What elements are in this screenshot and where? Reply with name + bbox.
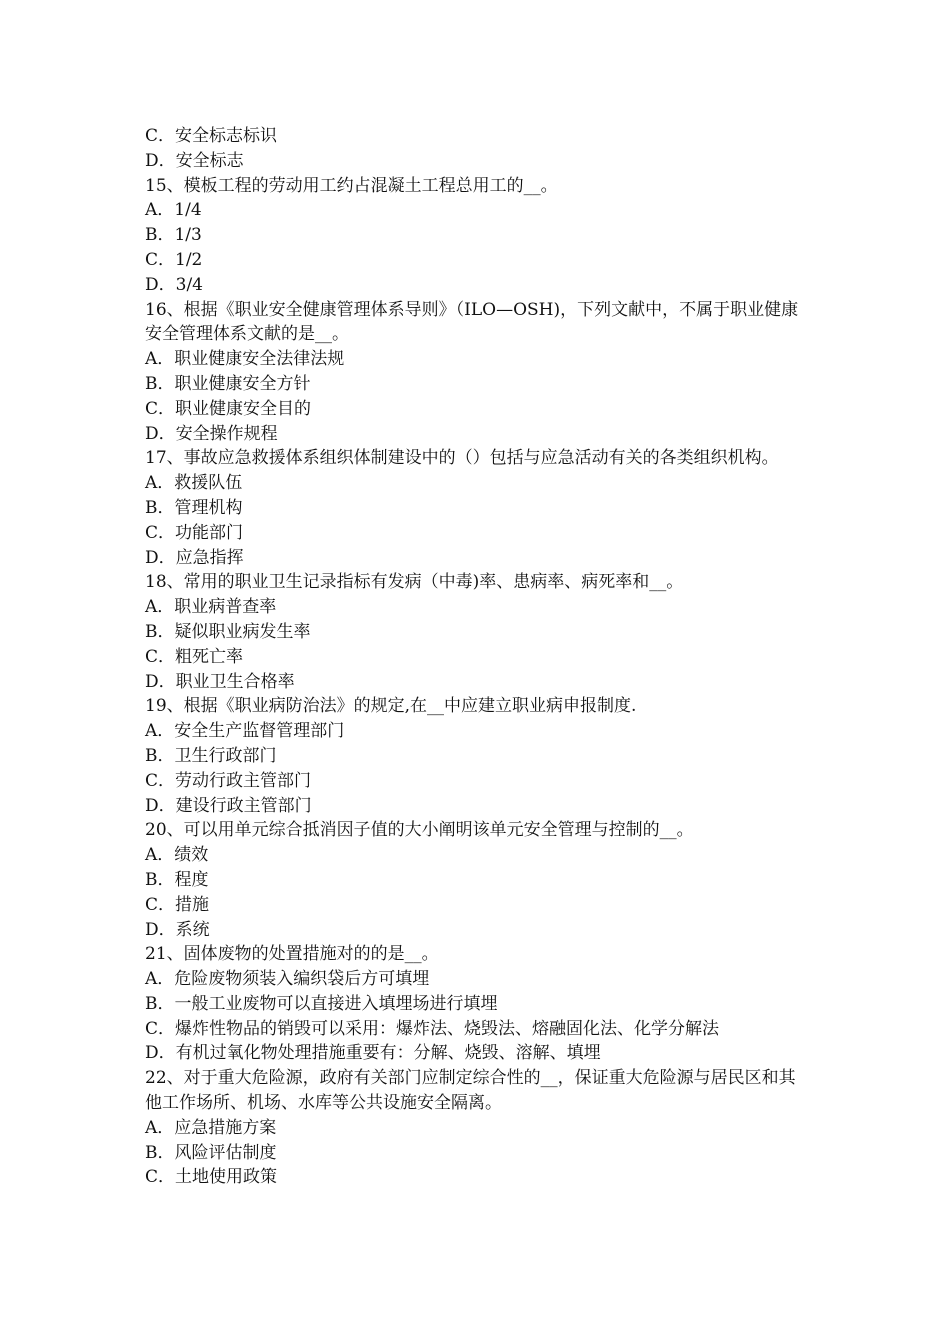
answer-option: B．风险评估制度	[145, 1142, 277, 1163]
answer-option: D．应急指挥	[145, 547, 244, 568]
answer-option: C．职业健康安全目的	[145, 398, 312, 419]
question-text: 17、事故应急救援体系组织体制建设中的（）包括与应急活动有关的各类组织机构。	[145, 448, 779, 469]
answer-option: C．粗死亡率	[145, 646, 244, 667]
question-text: 19、根据《职业病防治法》的规定,在__中应建立职业病申报制度.	[145, 696, 637, 717]
answer-option: A．绩效	[145, 845, 209, 866]
answer-option: B．程度	[145, 869, 209, 890]
question-text: 22、对于重大危险源，政府有关部门应制定综合性的__，保证重大危险源与居民区和其他工作场所、机场、水库等公共设施安全隔离。	[145, 1068, 796, 1114]
answer-option: C．土地使用政策	[145, 1167, 278, 1188]
answer-option: D．安全操作规程	[145, 423, 278, 444]
question-list	[145, 124, 810, 1190]
question-text: 16、根据《职业安全健康管理体系导则》（ILO—OSH)，下列文献中，不属于职业健康安全管理体系文献的是__。	[145, 299, 799, 345]
answer-option: B．卫生行政部门	[145, 745, 277, 766]
answer-option: D．职业卫生合格率	[145, 671, 295, 692]
answer-option: B．1/3	[145, 225, 202, 246]
answer-option: B．一般工业废物可以直接进入填埋场进行填埋	[145, 993, 498, 1014]
answer-option: C．1/2	[145, 249, 203, 270]
question-text: 18、常用的职业卫生记录指标有发病（中毒)率、患病率、病死率和__。	[145, 572, 684, 593]
answer-option: D．建设行政主管部门	[145, 795, 312, 816]
answer-option: D．安全标志	[145, 150, 244, 171]
answer-option: A．安全生产监督管理部门	[145, 721, 345, 742]
question-text: 15、模板工程的劳动用工约占混凝土工程总用工的__。	[145, 175, 558, 196]
answer-option: A．危险废物须装入编织袋后方可填埋	[145, 969, 430, 990]
answer-option: C．功能部门	[145, 522, 244, 543]
answer-option: A．职业病普查率	[145, 597, 277, 618]
answer-option: C．爆炸性物品的销毁可以采用：爆炸法、烧毁法、熔融固化法、化学分解法	[145, 1018, 720, 1039]
answer-option: A．救援队伍	[145, 473, 243, 494]
answer-option: D．有机过氧化物处理措施重要有：分解、烧毁、溶解、填埋	[145, 1043, 601, 1064]
answer-option: C．措施	[145, 894, 210, 915]
answer-option: A．1/4	[145, 200, 202, 221]
answer-option: D．系统	[145, 919, 210, 940]
answer-option: B．管理机构	[145, 497, 243, 518]
answer-option: A．职业健康安全法律法规	[145, 349, 345, 370]
answer-option: C．安全标志标识	[145, 126, 278, 146]
question-text: 20、可以用单元综合抵消因子值的大小阐明该单元安全管理与控制的__。	[145, 820, 694, 841]
question-text: 21、固体废物的处置措施对的的是__。	[145, 944, 439, 965]
answer-option: A．应急措施方案	[145, 1117, 277, 1138]
answer-option: D．3/4	[145, 274, 203, 295]
answer-option: B．职业健康安全方针	[145, 373, 311, 394]
answer-option: B．疑似职业病发生率	[145, 621, 311, 642]
answer-option: C．劳动行政主管部门	[145, 770, 312, 791]
